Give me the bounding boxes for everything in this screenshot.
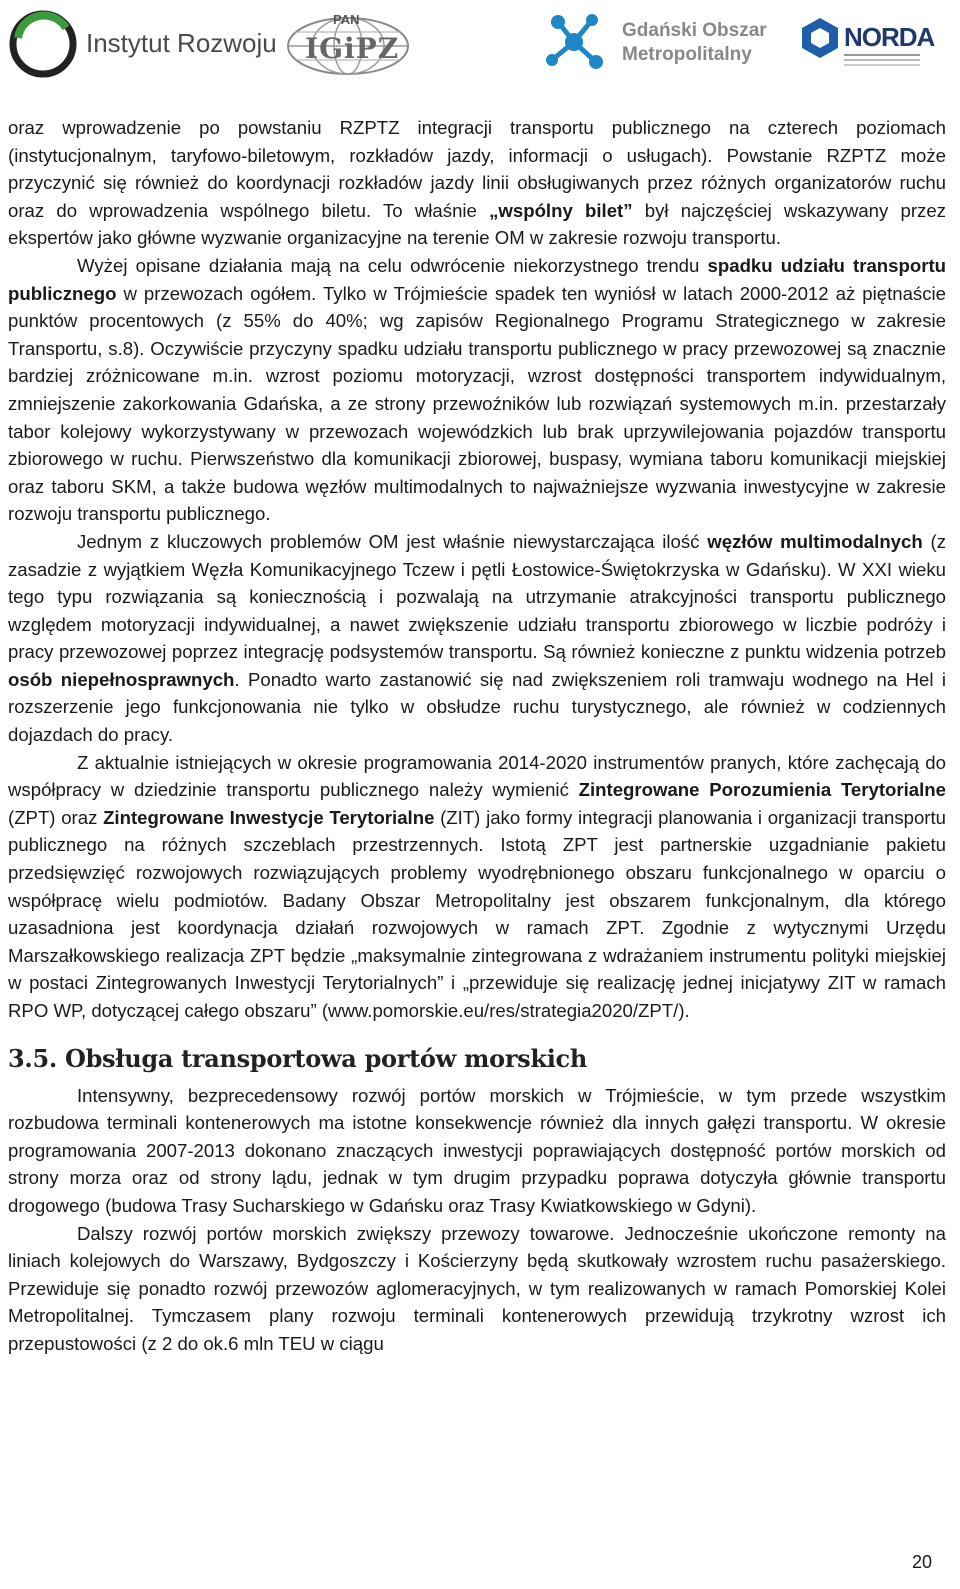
metropolitan-network-icon	[540, 8, 610, 78]
p3-text-3: . Ponadto warto zastanowić się nad zwiększeniem roli tramwaju wodnego na Hel i rozszerzenie jego funkcjonowania nie tylko w obsłudze ruchu turystycznego, ale również w codziennych dojazdach do pracy.	[8, 668, 946, 746]
instytut-rozwoju-text: Instytut Rozwoju	[86, 28, 277, 58]
igipz-text: IGiPZ	[305, 32, 400, 65]
p1-bold-wspolny-bilet: „wspólny bilet”	[489, 199, 633, 221]
section-heading: 3.5. Obsługa transportowa portów morskich	[8, 1043, 587, 1073]
paragraph-4	[8, 749, 946, 1025]
p4-bold-zpt: Zintegrowane Porozumienia Terytorialne	[578, 779, 947, 801]
paragraph-3	[8, 528, 946, 749]
gdanski-obszar-metropolitalny-logo	[540, 8, 767, 78]
p2-text-1: Wyżej opisane działania mają na celu odwrócenie niekorzystnego trendu	[77, 254, 708, 276]
gom-line2: Metropolitalny	[622, 44, 752, 65]
p1-text-1: oraz wprowadzenie po powstaniu RZPTZ integracji transportu publicznego na czterech poziomach (instytucjonalnym, taryfowo-biletowym, rozkładów jazdy, informacji o usługach). Powstanie RZPTZ może przyczynić się również do koordynacji rozkładów jazdy linii obsługiwanych przez różnych organizatorów ruchu oraz do wprowadzenia wspólnego biletu. To właśnie	[8, 117, 946, 221]
pan-igipz-logo	[283, 8, 413, 78]
gom-line1: Gdański Obszar	[622, 20, 767, 41]
instytut-rozwoju-logo	[8, 8, 277, 78]
p4-text-2: (ZPT) oraz	[8, 806, 104, 828]
norda-hexagon-icon	[800, 16, 840, 60]
p3-text-1: Jednym z kluczowych problemów OM jest właśnie niewystarczająca ilość	[77, 530, 708, 552]
norda-logo	[800, 8, 935, 78]
page-number: 20	[912, 1552, 933, 1572]
paragraph-2	[8, 252, 946, 528]
p4-bold-zit: Zintegrowane Inwestycje Terytorialne	[103, 806, 435, 828]
norda-text: NORDA	[844, 22, 935, 52]
p3-bold-osoby: osób niepełnosprawnych	[8, 668, 235, 690]
document-body	[8, 114, 946, 1358]
paragraph-1	[8, 114, 946, 252]
p4-text-3: (ZIT) jako formy integracji planowania i organizacji transportu publicznego na różnych szczeblach przestrzennych. Istotą ZPT jest partnerskie uzgadnianie pakietu przedsięwzięć rozwojowych rozwiązujących problemy wyodrębnionego obszaru funkcjonalnego w oparciu o współpracę wielu podmiotów. Badany Obszar Metropolitalny jest obszarem funkcjonalnym, dla którego uzasadniona jest koordynacja działań rozwojowych w ramach ZPT. Zgodnie z wytycznymi Urzędu Marszałkowskiego realizacja ZPT będzie „maksymalnie zintegrowana z wdrażaniem instrumentu polityki miejskiej w postaci Zintegrowanych Inwestycji Terytorialnych” i „przewiduje się realizację jednej inicjatywy ZIT w ramach RPO WP, dotyczącej całego obszaru” (www.pomorskie.eu/res/strategia2020/ZPT/).	[8, 806, 947, 1021]
p2-bold-spadek: spadku udziału transportu publicznego	[8, 254, 946, 304]
paragraph-6: Dalszy rozwój portów morskich zwiększy przewozy towarowe. Jednocześnie ukończone remonty na liniach kolejowych do Warszawy, Bydgoszczy i Kościerzyny będą skutkowały wzrostem ruchu pasażerskiego. Przewiduje się ponadto rozwój przewozów aglomeracyjnych, w tym realizowanych w ramach Pomorskiej Kolei Metropolitalnej. Tymczasem plany rozwoju terminali kontenerowych przewidują trzykrotny wzrost ich przepustowości (z 2 do ok.6 mln TEU w ciągu	[8, 1222, 946, 1354]
p3-text-2: (z zasadzie z wyjątkiem Węzła Komunikacyjnego Tczew i pętli Łostowice-Świętokrzyska w Gdańsku). W XXI wieku tego typu rozwiązania są koniecznością i pozwalają na utrzymanie atrakcyjności transportu publicznego względem motoryzacji indywidualnej, a nawet zwiększenie udziału transportu zbiorowego w liczbie podróży i pracy przewozowej poprzez integrację podsystemów transportu. Są również konieczne z punktu widzenia potrzeb	[8, 530, 947, 663]
norda-subtext-lines	[844, 54, 920, 56]
paragraph-5: Intensywny, bezprecedensowy rozwój portów morskich w Trójmieście, w tym przede wszystkim rozbudowa terminali kontenerowych ma istotne konsekwencje również dla innych gałęzi transportu. W okresie programowania 2007-2013 dokonano znaczących inwestycji poprawiających dostępność portów morskich od strony morza oraz od strony lądu, jednak w tym drugim przypadku poprawa dotyczyła głównie transportu drogowego (budowa Trasy Sucharskiego w Gdańsku oraz Trasy Kwiatkowskiego w Gdyni).	[8, 1084, 946, 1216]
page-header	[0, 0, 960, 90]
p2-text-2: w przewozach ogółem. Tylko w Trójmieście spadek ten wyniósł w latach 2000-2012 aż piętnaście punktów procentowych (z 55% do 40%; wg zapisów Regionalnego Programu Strategicznego w zakresie Transportu, s.8). Oczywiście przyczyny spadku udziału transportu publicznego w pracy przewozowej są znacznie bardziej zróżnicowane m.in. wzrost poziomu motoryzacji, wzrost dostępności transportem indywidualnym, zmniejszenie zakorkowania Gdańska, a ze strony przewoźników lub rozwiązań systemowych m.in. przestarzały tabor kolejowy wykorzystywany w przewozach wojewódzkich lub brak uprzywilejowania pojazdów transportu zbiorowego w ruchu. Pierwszeństwo dla komunikacji zbiorowej, buspasy, wymiana taboru komunikacji miejskiej oraz taboru SKM, a także budowa węzłów multimodalnych to najważniejsze wyzwania inwestycyjne w zakresie rozwoju transportu publicznego.	[8, 282, 946, 525]
p4-text-1: Z aktualnie istniejących w okresie programowania 2014-2020 instrumentów pranych, które zachęcają do współpracy w dziedzinie transportu publicznego należy wymienić	[8, 751, 946, 801]
p1-text-2: był najczęściej wskazywany przez ekspertów jako główne wyzwanie organizacyjne na terenie OM w zakresie rozwoju transportu.	[8, 199, 946, 249]
pan-text: PAN	[333, 12, 360, 27]
p3-bold-wezly: węzłów multimodalnych	[707, 530, 923, 552]
instytut-rozwoju-emblem-icon	[8, 8, 78, 78]
